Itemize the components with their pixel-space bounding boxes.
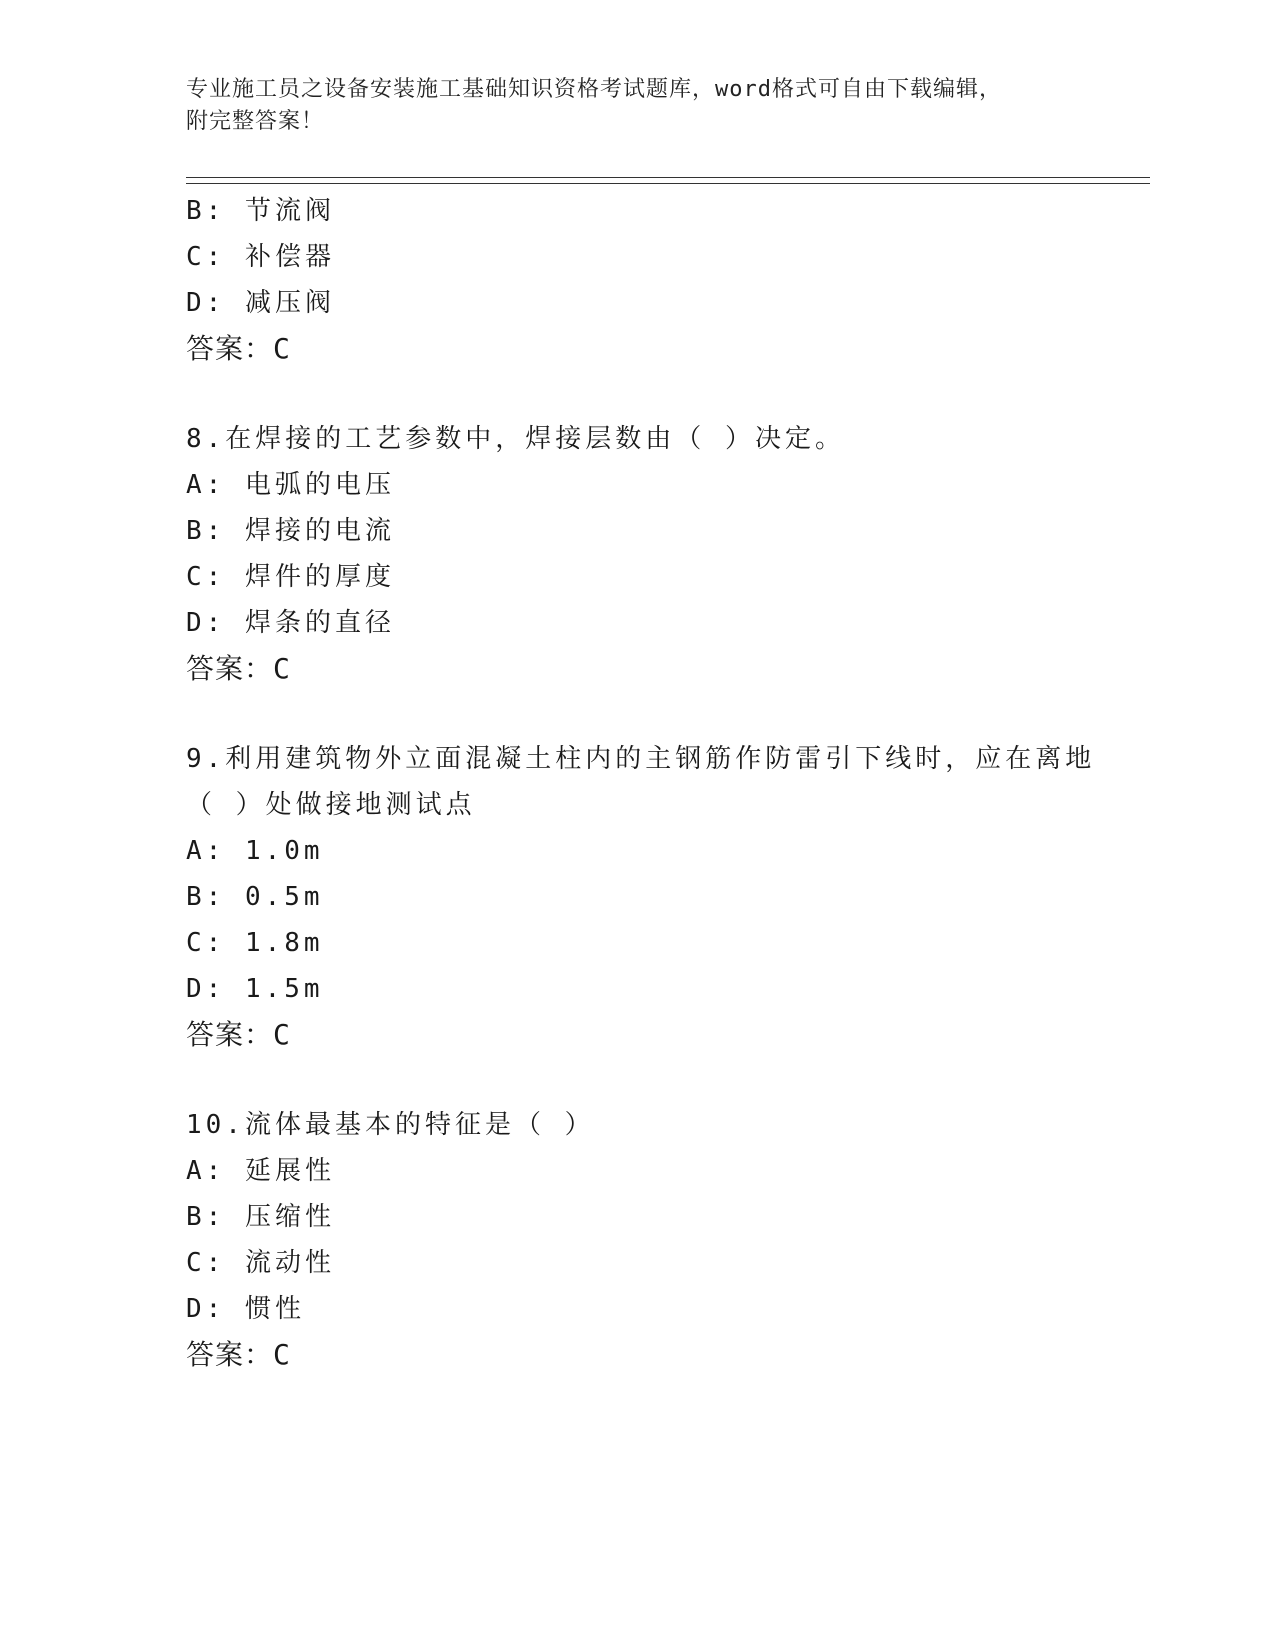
- option-c: C: 流动性: [186, 1248, 335, 1278]
- question-text-line-2: （ ）处做接地测试点: [186, 790, 476, 820]
- header-line-2: 附完整答案！: [186, 109, 325, 134]
- option-b: B: 压缩性: [186, 1202, 335, 1232]
- option-b: B: 0.5m: [186, 882, 324, 912]
- option-b: B: 焊接的电流: [186, 516, 395, 546]
- question-list: [186, 188, 1150, 1378]
- option-c: C: 补偿器: [186, 242, 335, 272]
- option-c: C: 1.8m: [186, 928, 324, 958]
- option-d: D: 1.5m: [186, 974, 324, 1004]
- answer: 答案：C: [186, 1018, 291, 1051]
- question-9: [186, 736, 1150, 1058]
- option-a: A: 延展性: [186, 1156, 335, 1186]
- option-d: D: 焊条的直径: [186, 608, 395, 638]
- option-d: D: 惯性: [186, 1294, 305, 1324]
- question-8: [186, 416, 1150, 692]
- question-text: 8.在焊接的工艺参数中，焊接层数由（ ）决定。: [186, 424, 845, 454]
- question-text: 10.流体最基本的特征是（ ）: [186, 1110, 595, 1140]
- option-a: A: 电弧的电压: [186, 470, 395, 500]
- document-header: [186, 74, 1086, 138]
- answer: 答案：C: [186, 332, 291, 365]
- answer: 答案：C: [186, 1338, 291, 1371]
- answer: 答案：C: [186, 652, 291, 685]
- question-10: [186, 1102, 1150, 1378]
- question-text-line-1: 9.利用建筑物外立面混凝土柱内的主钢筋作防雷引下线时，应在离地: [186, 744, 1096, 774]
- header-divider: [186, 177, 1150, 184]
- option-d: D: 减压阀: [186, 288, 335, 318]
- option-b: B: 节流阀: [186, 196, 335, 226]
- header-line-1: 专业施工员之设备安装施工基础知识资格考试题库，word格式可自由下载编辑，: [186, 77, 1002, 102]
- option-a: A: 1.0m: [186, 836, 324, 866]
- question-7-continued: [186, 188, 1150, 372]
- option-c: C: 焊件的厚度: [186, 562, 395, 592]
